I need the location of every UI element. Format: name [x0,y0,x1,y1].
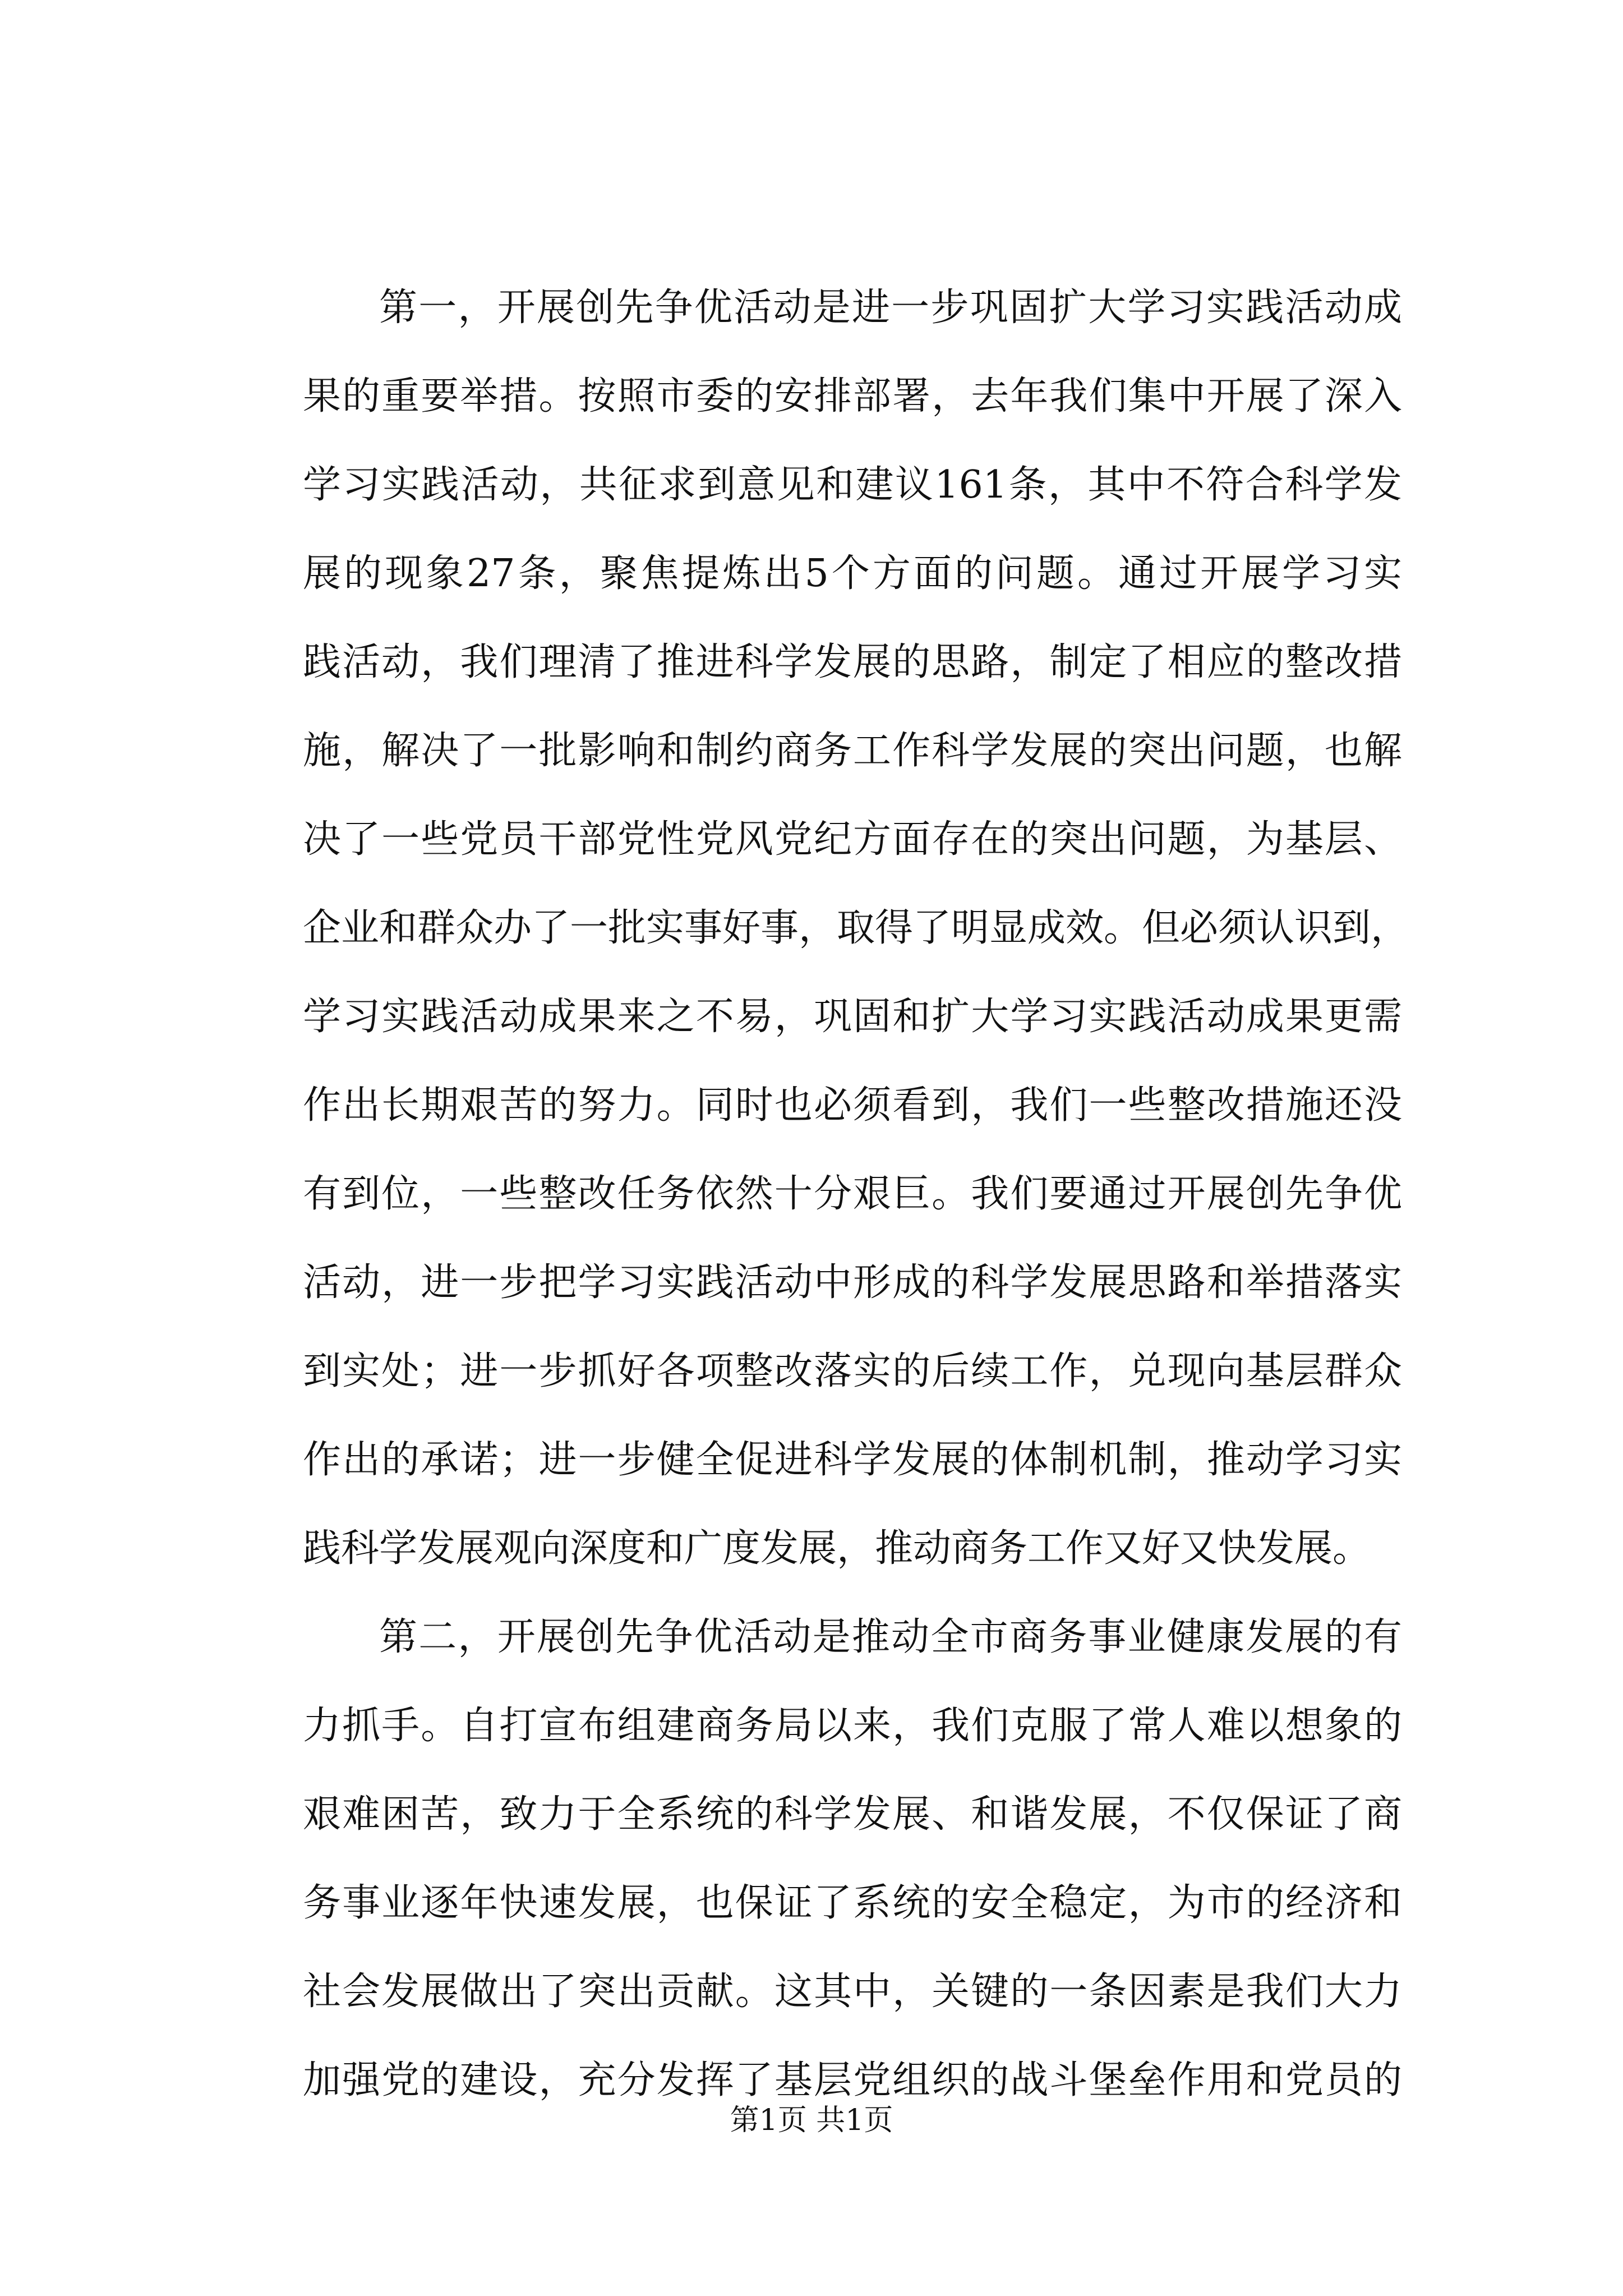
document-body [303,264,1409,2125]
paragraph-1-line-5: 践活动，我们理清了推进科学发展的思路，制定了相应的整改措 [303,640,1402,684]
paragraph-1-line-14: 作出的承诺；进一步健全促进科学发展的体制机制，推动学习实 [303,1438,1402,1482]
paragraph-1-line-1: 第一，开展创先争优活动是进一步巩固扩大学习实践活动成 [379,286,1402,330]
paragraph-1-line-12: 活动，进一步把学习实践活动中形成的科学发展思路和举措落实 [303,1260,1402,1305]
paragraph-2-line-2: 力抓手。自打宣布组建商务局以来，我们克服了常人难以想象的 [303,1704,1402,1748]
paragraph-1-line-9: 学习实践活动成果来之不易，巩固和扩大学习实践活动成果更需 [303,995,1402,1039]
paragraph-1-line-6: 施，解决了一批影响和制约商务工作科学发展的突出问题，也解 [303,729,1402,773]
page-number-footer: 第1页 共1页 [730,2104,893,2137]
paragraph-1-line-11: 有到位，一些整改任务依然十分艰巨。我们要通过开展创先争优 [303,1172,1402,1216]
paragraph-1-line-4: 展的现象27条，聚焦提炼出5个方面的问题。通过开展学习实 [303,551,1402,596]
paragraph-1-line-8: 企业和群众办了一批实事好事，取得了明显成效。但必须认识到， [303,906,1409,950]
paragraph-1-line-3: 学习实践活动，共征求到意见和建议161条，其中不符合科学发 [303,463,1402,507]
paragraph-2-line-6: 加强党的建设，充分发挥了基层党组织的战斗堡垒作用和党员的 [303,2058,1402,2102]
paragraph-2-line-3: 艰难困苦，致力于全系统的科学发展、和谐发展，不仅保证了商 [303,1792,1402,1837]
paragraph-1-line-15: 践科学发展观向深度和广度发展，推动商务工作又好又快发展。 [303,1526,1371,1571]
paragraph-1-line-10: 作出长期艰苦的努力。同时也必须看到，我们一些整改措施还没 [303,1083,1402,1128]
paragraph-1-line-2: 果的重要举措。按照市委的安排部署，去年我们集中开展了深入 [303,374,1402,418]
paragraph-1-line-13: 到实处；进一步抓好各项整改落实的后续工作，兑现向基层群众 [303,1349,1402,1393]
paragraph-2-line-1: 第二，开展创先争优活动是推动全市商务事业健康发展的有 [379,1615,1402,1659]
paragraph-2-line-4: 务事业逐年快速发展，也保证了系统的安全稳定，为市的经济和 [303,1881,1402,1925]
paragraph-1-line-7: 决了一些党员干部党性党风党纪方面存在的突出问题，为基层、 [303,817,1402,862]
paragraph-2-line-5: 社会发展做出了突出贡献。这其中，关键的一条因素是我们大力 [303,1970,1402,2014]
